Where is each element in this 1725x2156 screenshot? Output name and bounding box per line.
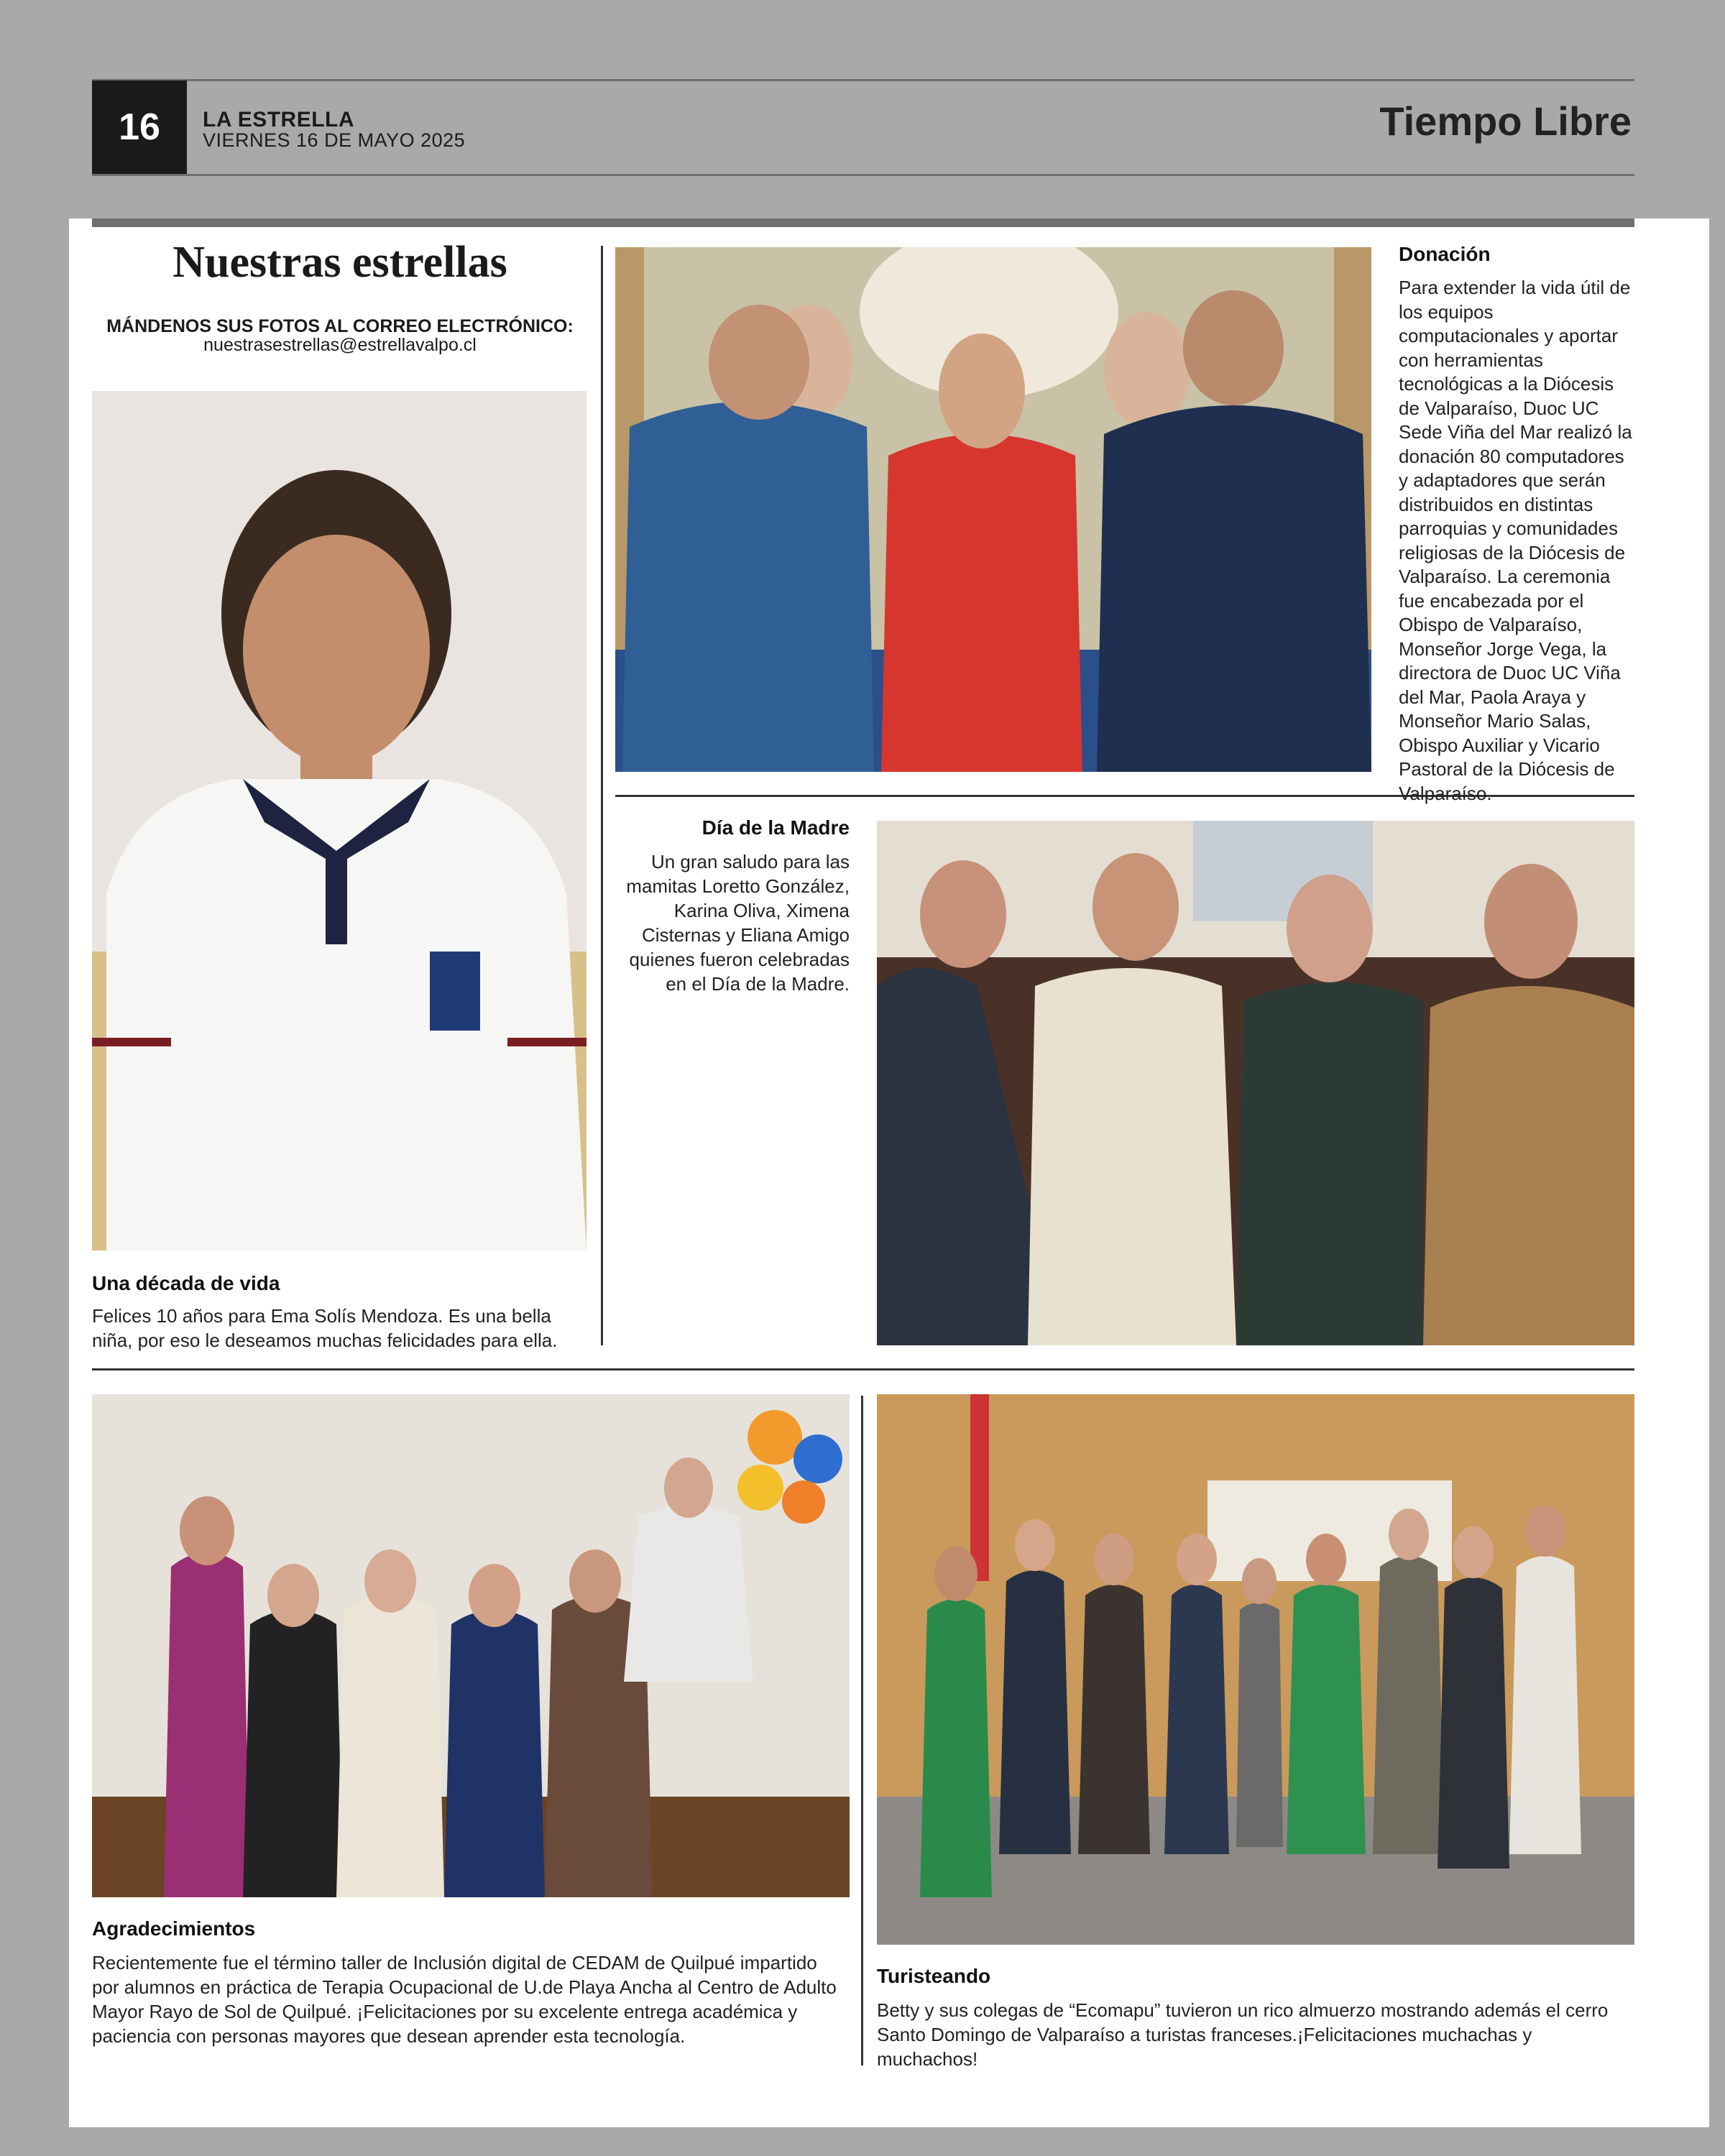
madre-headline: Día de la Madre <box>702 816 850 839</box>
submission-email: nuestrasestrellas@estrellavalpo.cl <box>203 335 477 355</box>
section-title: Tiempo Libre <box>1379 98 1632 144</box>
turisteando-body: Betty y sus colegas de “Ecomapu” tuvieron un rico almuerzo mostrando además el cerro Santo Domingo de Valparaíso a turistas franceses.¡Felicitaciones muchachas y muchachos! <box>877 1999 1609 2070</box>
agradecimientos-body: Recientemente fue el término taller de Inclusión digital de CEDAM de Quilpué impartido por alumnos en práctica de Terapia Ocupacional de U.de Playa Ancha al Centro de Adulto Mayor Rayo de Sol de Quilpué. ¡Felicitaciones por su excelente entrega académica y paciencia con personas mayores que desean aprender esta tecnología. <box>92 1952 837 2047</box>
agradecimientos-photo <box>92 1394 850 1897</box>
madre-body: Un gran saludo para las mamitas Loretto González, Karina Oliva, Ximena Cisternas y Eliana Amigo quienes fueron celebradas en el Día de la Madre. <box>626 851 850 995</box>
turisteando-headline: Turisteando <box>877 1965 991 1987</box>
page-top-bar <box>92 218 1634 227</box>
header-bottom-rule <box>92 174 1634 176</box>
decada-body: Felices 10 años para Ema Solís Mendoza. Es una bella niña, por eso le deseamos muchas felicidades para ella. <box>92 1305 558 1351</box>
column-divider-bottom <box>861 1396 863 2065</box>
donacion-body: Para extender la vida útil de los equipos computacionales y aportar con herramientas tecnológicas a la Diócesis de Valparaíso, Duoc UC Sede Viña del Mar realizó la donación 80 computadores y adaptadores que serán distribuidos en distintas parroquias y comunidades religiosas de la Diócesis de Valparaíso. La ceremonia fue encabezada por el Obispo de Valparaíso, Monseñor Jorge Vega, la directora de Duoc UC Viña del Mar, Paola Araya y Monseñor Mario Salas, Obispo Auxiliar y Vicario Pastoral de la Diócesis de Valparaíso. <box>1399 277 1632 804</box>
girl-portrait-photo <box>92 391 586 1250</box>
column-title: Nuestras estrellas <box>172 238 507 287</box>
header-top-rule <box>92 79 1634 81</box>
page-number: 16 <box>92 80 187 174</box>
agradecimientos-headline: Agradecimientos <box>92 1917 256 1940</box>
column-divider-top <box>601 246 603 1345</box>
issue-date: VIERNES 16 DE MAYO 2025 <box>203 129 466 151</box>
donacion-headline: Donación <box>1399 243 1491 265</box>
donation-photo <box>615 247 1371 772</box>
mothers-day-photo <box>877 821 1634 1345</box>
newspaper-name: LA ESTRELLA <box>203 108 355 132</box>
decada-headline: Una década de vida <box>92 1272 280 1294</box>
submission-instructions: MÁNDENOS SUS FOTOS AL CORREO ELECTRÓNICO: <box>106 316 574 336</box>
turisteando-photo <box>877 1394 1634 1945</box>
middle-section-rule <box>92 1368 1634 1370</box>
